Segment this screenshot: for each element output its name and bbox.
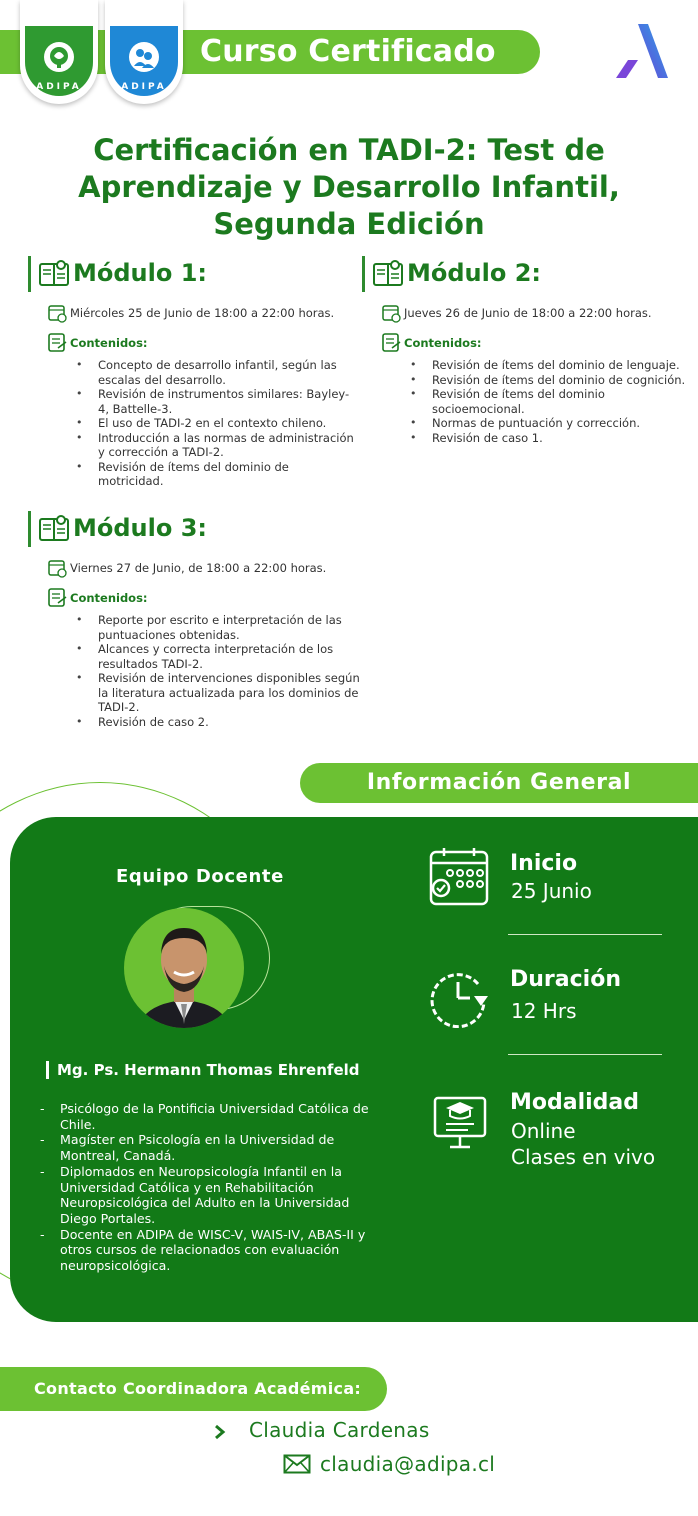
list-item: • Revisión de caso 2. bbox=[98, 715, 368, 730]
module-3 bbox=[28, 511, 358, 729]
list-item: • Revisión de ítems del dominio de motricidad. bbox=[98, 460, 358, 489]
bio-item: - Docente en ADIPA de WISC-V, WAIS-IV, ABAS-II y otros cursos de relacionados con evaluación neuropsicológica. bbox=[60, 1227, 370, 1274]
course-title-line: Aprendizaje y Desarrollo Infantil, bbox=[78, 170, 620, 204]
adipa-logo-icon bbox=[614, 22, 670, 80]
bio-item: - Magíster en Psicología en la Universidad de Montreal, Canadá. bbox=[60, 1132, 370, 1163]
module-date-text: Miércoles 25 de Junio de 18:00 a 22:00 horas. bbox=[70, 306, 335, 320]
module-date-text: Jueves 26 de Junio de 18:00 a 22:00 horas. bbox=[404, 306, 652, 320]
divider bbox=[508, 934, 662, 935]
document-icon bbox=[48, 588, 67, 608]
ribbon-title: Curso Certificado bbox=[200, 34, 496, 69]
book-icon bbox=[373, 260, 403, 286]
list-item: • Revisión de ítems del dominio de lenguaje. bbox=[432, 358, 692, 373]
calendar-icon bbox=[48, 304, 67, 323]
module-contents-list bbox=[362, 358, 692, 445]
book-icon bbox=[39, 260, 69, 286]
teacher-name: Mg. Ps. Hermann Thomas Ehrenfeld bbox=[46, 1061, 360, 1079]
module-date-text: Viernes 27 de Junio, de 18:00 a 22:00 horas. bbox=[70, 561, 327, 575]
module-contents-list bbox=[28, 358, 358, 489]
list-item: • El uso de TADI-2 en el contexto chileno. bbox=[98, 416, 358, 431]
list-item: • Revisión de caso 1. bbox=[432, 431, 692, 446]
bio-item: - Diplomados en Neuropsicología Infantil en la Universidad Católica y en Rehabilitación Neuropsicológica del Adulto en la Universidad Diego Portales. bbox=[60, 1164, 370, 1227]
module-title: Módulo 1: bbox=[73, 259, 208, 287]
module-contents-label bbox=[362, 332, 692, 354]
badge-label: ADIPA bbox=[121, 82, 167, 92]
modality-value-online: Online bbox=[511, 1119, 576, 1143]
school-badge-neurodesarrollo bbox=[20, 0, 98, 104]
list-item: • Revisión de intervenciones disponibles según la literatura actualizada para los dominios de TADI-2. bbox=[98, 671, 368, 715]
bio-item: - Psicólogo de la Pontificia Universidad Católica de Chile. bbox=[60, 1101, 370, 1132]
duration-value: 12 Hrs bbox=[511, 999, 577, 1023]
list-item: • Revisión de ítems del dominio socioemocional. bbox=[432, 387, 692, 416]
coordinator-email-link[interactable]: claudia@adipa.cl bbox=[320, 1452, 496, 1476]
info-heading: Información General bbox=[300, 763, 698, 803]
module-header bbox=[28, 511, 358, 547]
list-item: • Concepto de desarrollo infantil, según las escalas del desarrollo. bbox=[98, 358, 358, 387]
calendar-icon bbox=[428, 846, 490, 908]
clock-icon bbox=[428, 966, 490, 1028]
list-item: • Introducción a las normas de administración y corrección a TADI-2. bbox=[98, 431, 358, 460]
brain-icon bbox=[44, 42, 74, 72]
start-label: Inicio bbox=[510, 851, 578, 876]
contents-label-text: Contenidos: bbox=[70, 591, 148, 605]
calendar-icon bbox=[48, 559, 67, 578]
module-1 bbox=[28, 256, 358, 489]
module-header bbox=[362, 256, 692, 292]
duration-label: Duración bbox=[510, 967, 621, 992]
modality-value-live: Clases en vivo bbox=[511, 1145, 656, 1169]
coordinator-name: Claudia Cardenas bbox=[249, 1418, 430, 1442]
modality-label: Modalidad bbox=[510, 1090, 640, 1115]
start-value: 25 Junio bbox=[511, 879, 592, 903]
calendar-icon bbox=[382, 304, 401, 323]
online-class-icon bbox=[432, 1092, 494, 1154]
module-date bbox=[28, 302, 358, 324]
module-2 bbox=[362, 256, 692, 445]
document-icon bbox=[382, 333, 401, 353]
badge-label: ADIPA bbox=[36, 82, 82, 92]
chevron-right-icon bbox=[214, 1424, 226, 1440]
people-icon bbox=[129, 42, 159, 72]
course-title-line: Certificación en TADI-2: Test de bbox=[93, 133, 605, 167]
module-contents-list bbox=[28, 613, 368, 729]
list-item: • Alcances y correcta interpretación de los resultados TADI-2. bbox=[98, 642, 368, 671]
team-label: Equipo Docente bbox=[116, 866, 284, 887]
module-date bbox=[362, 302, 692, 324]
divider bbox=[508, 1054, 662, 1055]
contents-label-text: Contenidos: bbox=[404, 336, 482, 350]
course-title-line: Segunda Edición bbox=[213, 207, 485, 241]
course-title bbox=[40, 132, 658, 243]
list-item: • Revisión de ítems del dominio de cognición. bbox=[432, 373, 692, 388]
module-contents-label bbox=[28, 587, 358, 609]
document-icon bbox=[48, 333, 67, 353]
teacher-bio-list bbox=[60, 1101, 370, 1274]
module-contents-label bbox=[28, 332, 358, 354]
teacher-photo bbox=[124, 908, 244, 1028]
list-item: • Normas de puntuación y corrección. bbox=[432, 416, 692, 431]
module-title: Módulo 3: bbox=[73, 514, 208, 542]
school-badge-salud-mental bbox=[105, 0, 183, 104]
list-item: • Reporte por escrito e interpretación de las puntuaciones obtenidas. bbox=[98, 613, 368, 642]
module-date bbox=[28, 557, 358, 579]
mail-icon bbox=[283, 1454, 311, 1474]
contact-heading: Contacto Coordinadora Académica: bbox=[0, 1367, 387, 1411]
module-header bbox=[28, 256, 358, 292]
contents-label-text: Contenidos: bbox=[70, 336, 148, 350]
book-icon bbox=[39, 515, 69, 541]
list-item: • Revisión de instrumentos similares: Bayley-4, Battelle-3. bbox=[98, 387, 358, 416]
module-title: Módulo 2: bbox=[407, 259, 542, 287]
